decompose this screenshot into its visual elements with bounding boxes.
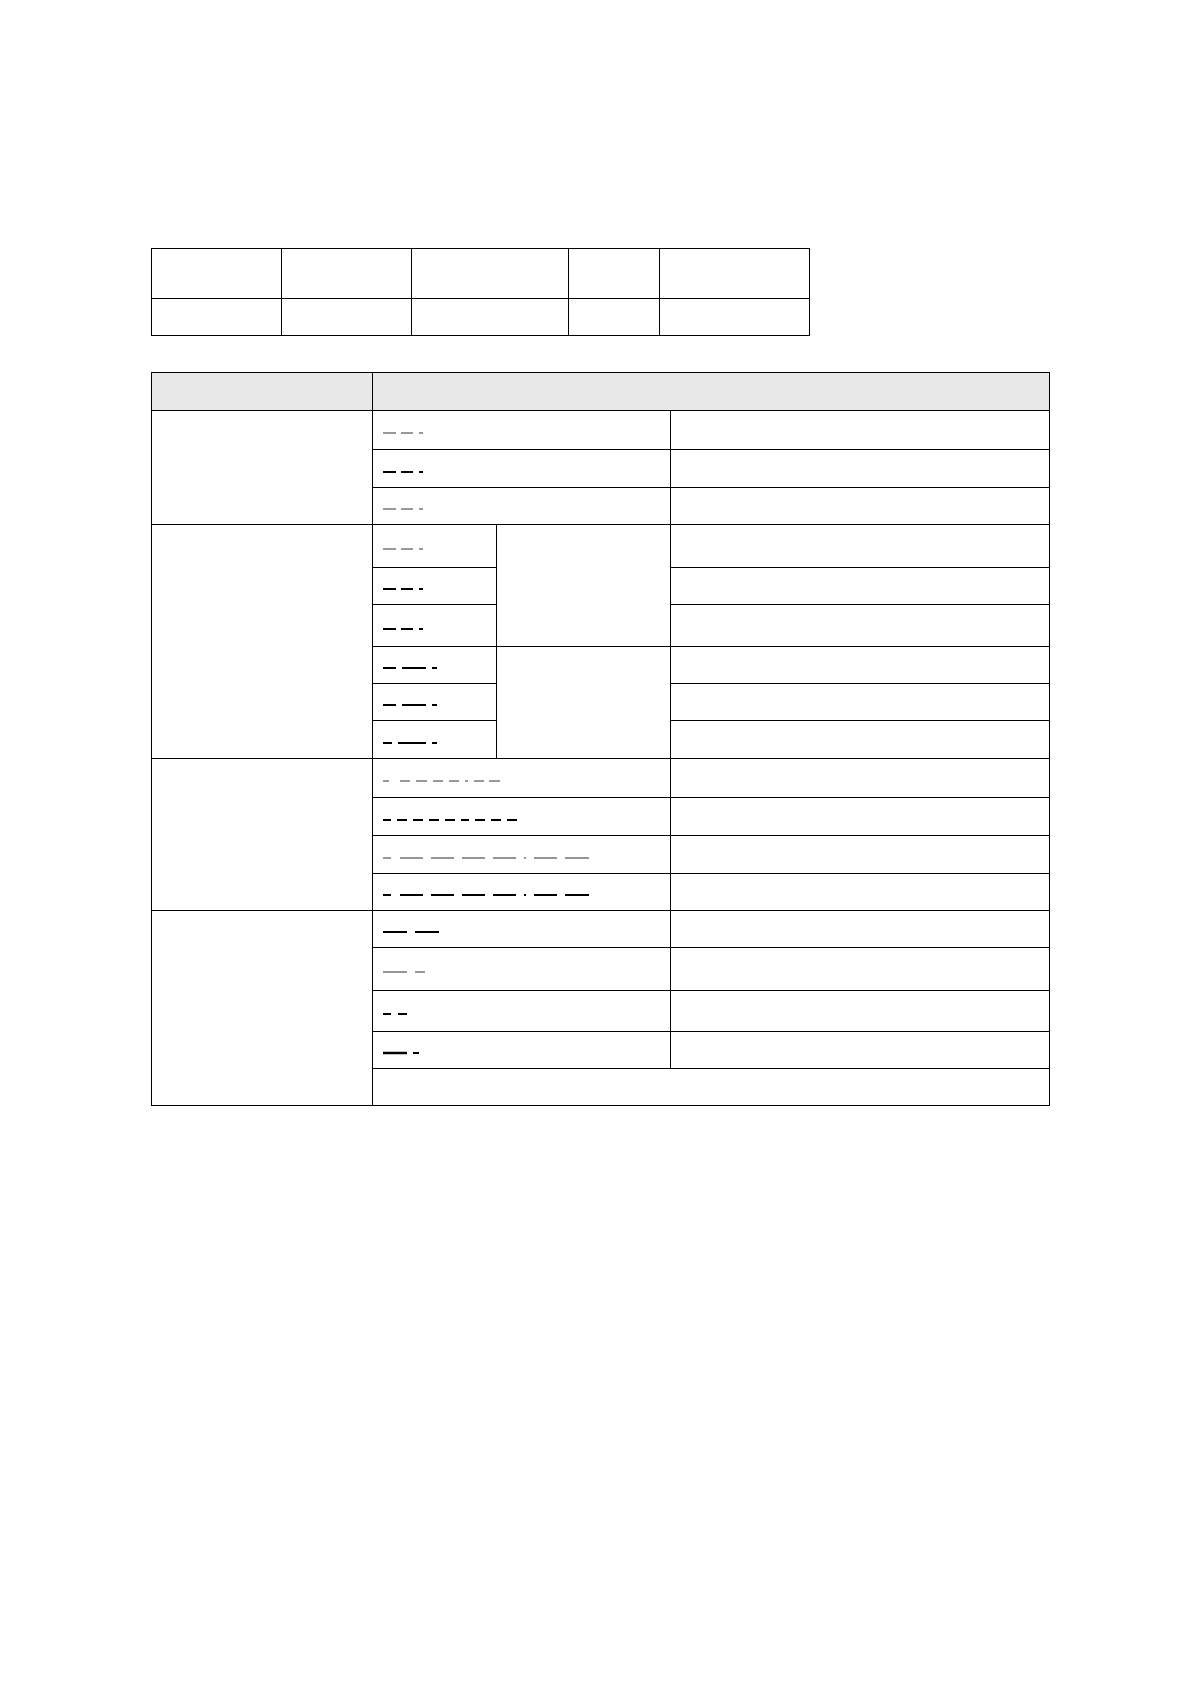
line-sample-cell [373, 874, 671, 911]
table-row [152, 411, 1050, 450]
line-sample-cell [373, 948, 671, 991]
description-cell [671, 721, 1050, 759]
line-sample-cell [373, 605, 497, 647]
description-cell [671, 836, 1050, 874]
info-header-cell-5 [660, 249, 810, 299]
group-cell-1 [152, 411, 373, 525]
description-cell [671, 647, 1050, 684]
info-header-cell-3 [412, 249, 569, 299]
subgroup-cell-2 [497, 647, 671, 759]
line-sample-cell [373, 568, 497, 605]
line-sample [383, 771, 523, 785]
line-sample [383, 539, 443, 553]
line-sample-cell [373, 759, 671, 798]
line-sample [383, 885, 613, 899]
line-sample [383, 499, 443, 513]
line-sample-cell [373, 798, 671, 836]
description-cell [671, 1032, 1050, 1069]
line-sample [383, 423, 443, 437]
description-cell [671, 488, 1050, 525]
table-row [152, 911, 1050, 948]
description-cell [671, 948, 1050, 991]
info-table [151, 248, 810, 336]
table-header-row [152, 373, 1050, 411]
line-sample-cell [373, 684, 497, 721]
line-sample-cell [373, 525, 497, 568]
description-cell [671, 759, 1050, 798]
line-sample [383, 962, 443, 976]
line-sample [383, 848, 613, 862]
line-sample [383, 1043, 433, 1057]
info-value-cell-2 [282, 299, 412, 336]
table-row [152, 759, 1050, 798]
description-cell [671, 684, 1050, 721]
line-sample [383, 733, 453, 747]
description-cell [671, 798, 1050, 836]
group-cell-3 [152, 759, 373, 911]
line-sample-cell [373, 911, 671, 948]
subgroup-cell-1 [497, 525, 671, 647]
info-value-cell-1 [152, 299, 282, 336]
line-sample-cell [373, 721, 497, 759]
line-sample-cell [373, 450, 671, 488]
line-sample-cell [373, 488, 671, 525]
line-sample [383, 810, 523, 824]
description-cell [671, 411, 1050, 450]
group-cell-2 [152, 525, 373, 759]
line-sample [383, 1004, 423, 1018]
header-cell-description [373, 373, 1050, 411]
description-cell [671, 991, 1050, 1032]
line-sample [383, 658, 453, 672]
info-value-cell-4 [569, 299, 660, 336]
line-sample-cell [373, 991, 671, 1032]
line-sample-cell [373, 647, 497, 684]
info-table-header-row [152, 249, 810, 299]
line-sample-cell [373, 836, 671, 874]
line-style-table [151, 372, 1050, 1106]
info-header-cell-1 [152, 249, 282, 299]
description-cell [671, 525, 1050, 568]
description-cell [671, 605, 1050, 647]
table-row [152, 525, 1050, 568]
description-cell [671, 911, 1050, 948]
line-sample-cell [373, 411, 671, 450]
info-value-cell-5 [660, 299, 810, 336]
footer-cell [373, 1069, 1050, 1106]
info-table-value-row [152, 299, 810, 336]
info-value-cell-3 [412, 299, 569, 336]
description-cell [671, 450, 1050, 488]
info-header-cell-2 [282, 249, 412, 299]
info-header-cell-4 [569, 249, 660, 299]
line-sample [383, 695, 453, 709]
line-sample [383, 922, 453, 936]
group-cell-4 [152, 911, 373, 1106]
line-sample [383, 619, 443, 633]
header-cell-category [152, 373, 373, 411]
description-cell [671, 568, 1050, 605]
line-sample [383, 579, 443, 593]
description-cell [671, 874, 1050, 911]
line-sample [383, 462, 443, 476]
line-sample-cell [373, 1032, 671, 1069]
